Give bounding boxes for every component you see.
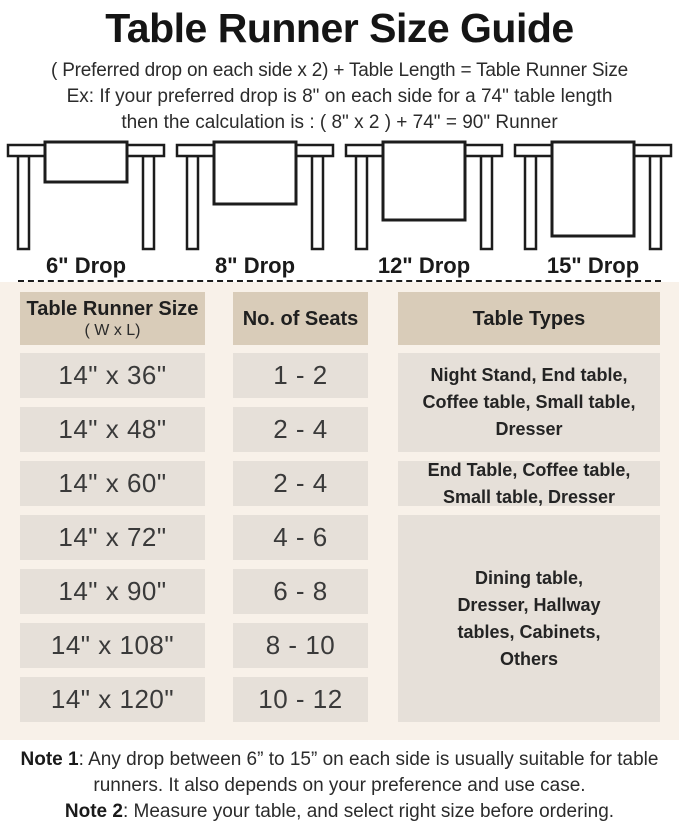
runner-overlay [383,142,465,220]
table-leg [481,156,492,249]
seats-cell: 2 - 4 [233,407,368,452]
table-leg [18,156,29,249]
seats-cell: 1 - 2 [233,353,368,398]
drop-label-15: 15" Drop [546,253,640,278]
page-title: Table Runner Size Guide [105,5,574,51]
table-15-drop-diagram [513,140,673,252]
header-line-2: ( W x L) [84,322,141,339]
seats-column [233,292,368,740]
runner-overlay [214,142,296,204]
table-types-column [398,292,660,740]
runner-size-cell: 14" x 36" [20,353,205,398]
column-header-runner-size [20,292,205,345]
note-1 [8,747,671,799]
runner-overlay [45,142,127,182]
header-line-1: Table Runner Size [26,298,199,320]
seats-cell: 2 - 4 [233,461,368,506]
runner-overlay [552,142,634,236]
runner-size-cell: 14" x 60" [20,461,205,506]
example-line-2: then the calculation is : ( 8" x 2 ) + 74" = 90" Runner [121,112,558,133]
drop-labels-row [0,252,679,280]
note-2 [8,799,671,825]
table-leg [650,156,661,249]
example-line-1: Ex: If your preferred drop is 8" on each side for a 74" table length [66,86,613,107]
table-types-cell: Night Stand, End table, Coffee table, Small table, Dresser [398,353,660,452]
runner-size-cell: 14" x 120" [20,677,205,722]
seats-cell: 6 - 8 [233,569,368,614]
note-2-label: Note 2 [64,801,123,822]
seats-cell: 8 - 10 [233,623,368,668]
table-leg [143,156,154,249]
table-types-cell: End Table, Coffee table, Small table, Dresser [398,461,660,506]
seats-cell: 4 - 6 [233,515,368,560]
runner-size-cell: 14" x 90" [20,569,205,614]
table-leg [525,156,536,249]
note-1-label: Note 1 [20,749,79,770]
formula-line: ( Preferred drop on each side x 2) + Table Length = Table Runner Size [51,60,628,81]
column-header-table-types: Table Types [398,292,660,345]
column-header-seats: No. of Seats [233,292,368,345]
table-leg [187,156,198,249]
note-1-text: : Any drop between 6” to 15” on each side is usually suitable for table runners. It also depends on your preference and use case. [78,749,659,796]
table-12-drop-diagram [344,140,504,252]
notes-section [0,747,679,825]
drop-label-12: 12" Drop [377,253,471,278]
size-table-panel [0,282,679,740]
runner-size-cell: 14" x 48" [20,407,205,452]
table-types-cell: Dining table, Dresser, Hallway tables, Cabinets, Others [398,515,660,722]
runner-size-column [20,292,205,740]
note-2-text: : Measure your table, and select right size before ordering. [122,801,615,822]
drop-illustrations-row [0,140,679,252]
drop-label-8: 8" Drop [214,253,296,278]
table-6-drop-diagram [6,140,166,252]
table-leg [356,156,367,249]
table-8-drop-diagram [175,140,335,252]
runner-size-cell: 14" x 72" [20,515,205,560]
seats-cell: 10 - 12 [233,677,368,722]
table-leg [312,156,323,249]
runner-size-cell: 14" x 108" [20,623,205,668]
drop-label-6: 6" Drop [45,253,127,278]
